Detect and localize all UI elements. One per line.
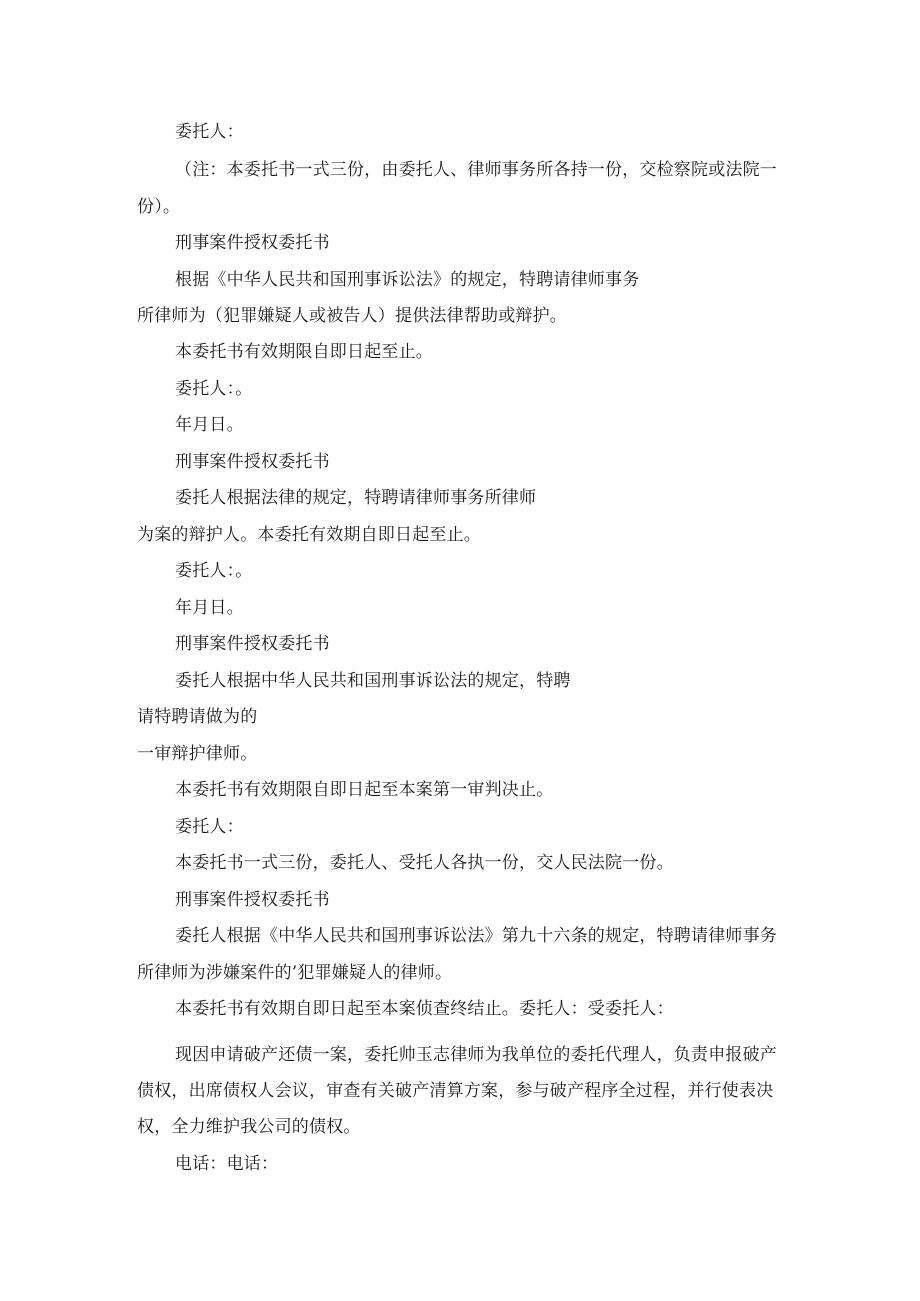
note-paragraph-line-1: （注：本委托书一式三份，由委托人、律师事务所各持一份，交检察院或法院一 bbox=[175, 160, 777, 180]
bankruptcy-paragraph-line-3: 权，全力维护我公司的债权。 bbox=[137, 1117, 361, 1137]
phone-line: 电话：电话： bbox=[175, 1154, 279, 1174]
paragraph-line: 委托人根据中华人民共和国刑事诉讼法的规定，特聘 bbox=[175, 671, 571, 691]
bankruptcy-paragraph-line-2: 债权，出席债权人会议，审查有关破产清算方案，参与破产程序全过程，并行使表决 bbox=[137, 1081, 774, 1101]
principal-label: 委托人： bbox=[175, 122, 244, 142]
paragraph-line: 委托人根据《中华人民共和国刑事诉讼法》第九十六条的规定，特聘请律师事务 bbox=[175, 926, 777, 946]
validity-signature-line: 本委托书有效期自即日起至本案侦查终结止。委托人：受委托人： bbox=[175, 999, 674, 1019]
paragraph-line: 根据《中华人民共和国刑事诉讼法》的规定，特聘请律师事务 bbox=[175, 270, 640, 290]
paragraph-line: 所律师为（犯罪嫌疑人或被告人）提供法律帮助或辩护。 bbox=[137, 306, 567, 326]
paragraph-line: 委托人根据法律的规定，特聘请律师事务所律师 bbox=[175, 488, 537, 508]
paragraph-line: 为案的辩护人。本委托有效期自即日起至止。 bbox=[137, 525, 481, 545]
principal-signature-line: 委托人：。 bbox=[175, 561, 253, 581]
date-line: 年月日。 bbox=[175, 415, 244, 435]
section-title-2: 刑事案件授权委托书 bbox=[175, 452, 330, 472]
bankruptcy-paragraph-line-1: 现因申请破产还债一案，委托帅玉志律师为我单位的委托代理人，负责申报破产 bbox=[175, 1045, 777, 1065]
validity-line: 本委托书有效期限自即日起至止。 bbox=[175, 342, 433, 362]
principal-label: 委托人： bbox=[175, 817, 244, 837]
section-title-1: 刑事案件授权委托书 bbox=[175, 233, 330, 253]
date-line: 年月日。 bbox=[175, 598, 244, 618]
paragraph-line: 请特聘请做为的 bbox=[137, 707, 258, 727]
section-title-4: 刑事案件授权委托书 bbox=[175, 890, 330, 910]
section-title-3: 刑事案件授权委托书 bbox=[175, 634, 330, 654]
principal-signature-line: 委托人：。 bbox=[175, 379, 253, 399]
paragraph-line: 所律师为涉嫌案件的’犯罪嫌疑人的律师。 bbox=[137, 963, 453, 983]
copies-note: 本委托书一式三份，委托人、受托人各执一份，交人民法院一份。 bbox=[175, 853, 674, 873]
validity-line: 本委托书有效期限自即日起至本案第一审判决止。 bbox=[175, 780, 554, 800]
note-paragraph-line-2: 份）。 bbox=[137, 197, 181, 217]
paragraph-line: 一审辩护律师。 bbox=[137, 744, 258, 764]
